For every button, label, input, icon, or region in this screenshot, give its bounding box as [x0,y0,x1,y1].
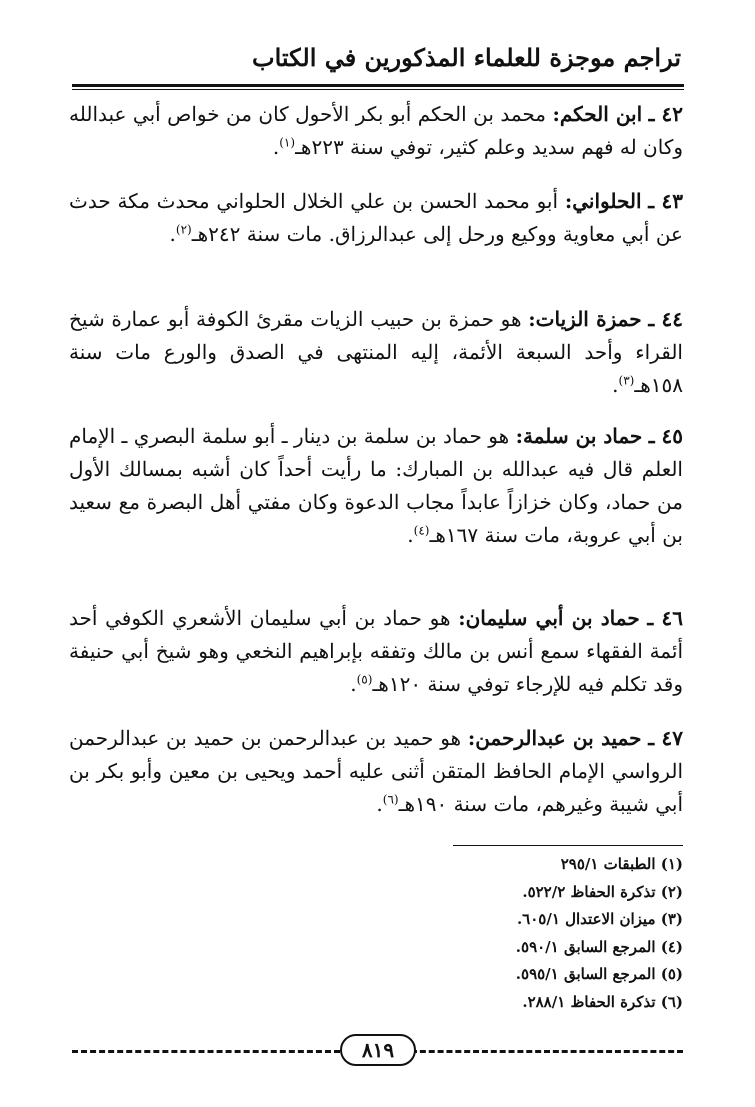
footnote-marker: (٣) [618,373,635,388]
footnote-item: (٥) المرجع السابق ٥٩٥/١. [515,965,683,983]
footnote-marker: (٥) [356,672,373,687]
footnote-marker: (٢) [175,222,192,237]
biography-entry-42: ٤٢ ـ ابن الحكم: محمد بن الحكم أبو بكر الأحول كان من خواص أبي عبدالله وكان له فهم سديد وعلم كثير، توفي سنة ٢٢٣هـ$^{(١)}$. [69,102,684,159]
biography-entry-47: ٤٧ ـ حميد بن عبدالرحمن: هو حميد بن عبدالرحمن بن حميد بن عبدالرحمن الرواسي الإمام الحافظ المتقن أثنى عليه أحمد ويحيى بن معين وأبو بكر بن أبي شيبة وغيرهم، مات سنة ١٩٠هـ$^{(٦)}$. [69,726,684,816]
footer-dashed-rule-right [411,1050,683,1053]
entry-name: الحلواني: [564,189,642,213]
header-rule-thick [72,84,684,87]
footnote-marker: (١) [279,135,296,150]
footer-dashed-rule-left [72,1050,340,1053]
entry-text: محمد بن الحكم أبو بكر الأحول كان من خواص أبي عبدالله وكان له فهم سديد وعلم كثير، توفي سنة ٢٢٣هـ [69,102,683,159]
footnote-marker: (٦) [382,792,399,807]
footnote-item: (١) الطبقات ٢٩٥/١ [560,855,683,873]
entry-number: ٤٣ ـ [648,189,684,213]
entry-number: ٤٦ ـ [647,606,684,630]
header-rule-thin [72,89,684,90]
entry-name: حماد بن سلمة: [515,424,643,448]
page-number: ٨١٩ [340,1034,416,1066]
entry-text: هو حماد بن أبي سليمان الأشعري الكوفي أحد أئمة الفقهاء سمع أنس بن مالك وتفقه بإبراهيم النخعي وهو شيخ أبي حنيفة وقد تكلم فيه للإرجاء توفي سنة ١٢٠هـ [69,606,683,696]
entry-name: حماد بن أبي سليمان: [458,606,640,630]
footnote-marker: (٤) [413,523,430,538]
footnote-item: (٤) المرجع السابق ٥٩٠/١. [515,937,683,956]
entry-text: هو حماد بن سلمة بن دينار ـ أبو سلمة البصري ـ الإمام العلم قال فيه عبدالله بن المبارك: ما رأيت أحداً كان أشبه بمسالك الأول من حماد، وكان خزازاً عابداً مجاب الدعوة وكان مفتي أهل البصرة مع سعيد بن أبي عروبة، مات سنة ١٦٧هـ [69,424,683,547]
entry-name: ابن الحكم: [552,102,643,126]
footnote-separator [453,845,683,846]
footnote-item: (٢) تذكرة الحفاظ ٥٢٢/٢. [522,882,683,901]
entry-text: أبو محمد الحسن بن علي الخلال الحلواني محدث مكة حدث عن أبي معاوية ووكيع ورحل إلى عبدالرزاق. مات سنة ٢٤٢هـ [69,189,683,246]
entry-number: ٤٢ ـ [648,102,684,126]
biography-entry-44: ٤٤ ـ حمزة الزيات: هو حمزة بن حبيب الزيات مقرئ الكوفة أبو عمارة شيخ القراء وأحد السبعة الأئمة، إليه المنتهى في الصدق والورع مات سنة ١٥٨هـ$^{(٣)}$. [69,307,684,397]
entry-name: حمزة الزيات: [528,307,642,331]
entry-text: هو حميد بن عبدالرحمن بن حميد بن عبدالرحمن الرواسي الإمام الحافظ المتقن أثنى عليه أحمد ويحيى بن معين وأبو بكر بن أبي شيبة وغيرهم، مات سنة ١٩٠هـ [69,726,683,816]
biography-entry-46: ٤٦ ـ حماد بن أبي سليمان: هو حماد بن أبي سليمان الأشعري الكوفي أحد أئمة الفقهاء سمع أنس بن مالك وتفقه بإبراهيم النخعي وهو شيخ أبي حنيفة وقد تكلم فيه للإرجاء توفي سنة ١٢٠هـ$^{(٥)}$. [69,606,684,696]
biography-entry-45: ٤٥ ـ حماد بن سلمة: هو حماد بن سلمة بن دينار ـ أبو سلمة البصري ـ الإمام العلم قال فيه عبدالله بن المبارك: ما رأيت أحداً كان أشبه بمسالك الأول من حماد، وكان خزازاً عابداً مجاب الدعوة وكان مفتي أهل البصرة مع سعيد بن أبي عروبة، مات سنة ١٦٧هـ$^{(٤)}$. [69,424,684,547]
entry-number: ٤٤ ـ [648,307,684,331]
entry-name: حميد بن عبدالرحمن: [467,726,642,750]
entry-text: هو حمزة بن حبيب الزيات مقرئ الكوفة أبو عمارة شيخ القراء وأحد السبعة الأئمة، إليه المنتهى في الصدق والورع مات سنة ١٥٨هـ [69,307,683,397]
footnotes-list [263,851,683,1016]
biography-entry-43: ٤٣ ـ الحلواني: أبو محمد الحسن بن علي الخلال الحلواني محدث مكة حدث عن أبي معاوية ووكيع ورحل إلى عبدالرزاق. مات سنة ٢٤٢هـ$^{(٢)}$. [69,189,684,246]
entry-number: ٤٥ ـ [648,424,684,448]
footnote-item: (٦) تذكرة الحفاظ ٢٨٨/١. [522,992,683,1011]
footnote-item: (٣) ميزان الاعتدال ٦٠٥/١. [516,910,683,928]
running-header-title: تراجم موجزة للعلماء المذكورين في الكتاب [251,43,681,72]
entry-number: ٤٧ ـ [648,726,684,750]
